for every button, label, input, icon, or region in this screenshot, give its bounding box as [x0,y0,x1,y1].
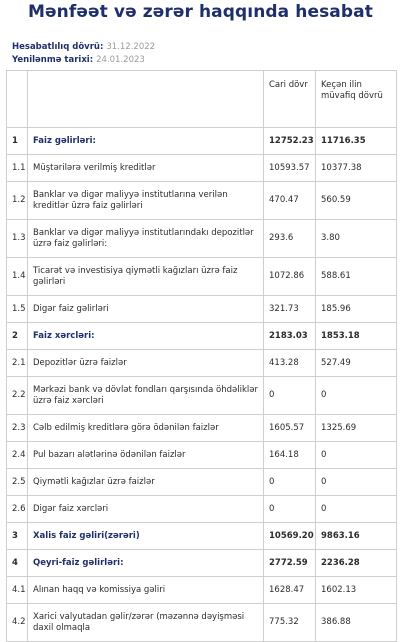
table-row [7,296,397,323]
row-label: Mərkəzi bank və dövlət fondları qarşısında öhdəliklər üzrə faiz xərcləri [28,377,264,415]
row-previous-value: 560.59 [316,182,397,220]
update-date-value: 24.01.2023 [96,55,145,65]
row-current-value: 0 [264,496,316,523]
row-current-value: 0 [264,377,316,415]
row-number: 2.5 [7,469,28,496]
row-number: 4 [7,550,28,577]
row-number: 3 [7,523,28,550]
table-row [7,182,397,220]
row-current-value: 2183.03 [264,323,316,350]
row-current-value: 775.32 [264,604,316,642]
row-number: 2 [7,323,28,350]
row-previous-value: 0 [316,377,397,415]
table-row [7,128,397,155]
row-number: 2.2 [7,377,28,415]
row-label: Pul bazarı alətlərinə ödənilən faizlər [28,442,264,469]
row-number: 1.4 [7,258,28,296]
row-previous-value: 3.80 [316,220,397,258]
row-current-value: 10593.57 [264,155,316,182]
table-row [7,523,397,550]
row-current-value: 10569.20 [264,523,316,550]
row-previous-value: 9863.16 [316,523,397,550]
table-row [7,550,397,577]
table-row [7,442,397,469]
row-previous-value: 588.61 [316,258,397,296]
row-number: 1.5 [7,296,28,323]
row-previous-value: 2236.28 [316,550,397,577]
row-label: Qeyri-faiz gəlirləri: [28,550,264,577]
table-row [7,258,397,296]
row-label: Depozitlər üzrə faizlər [28,350,264,377]
row-label: Banklar və digər maliyyə institutlarındakı depozitlər üzrə faiz gəlirləri: [28,220,264,258]
reporting-period [12,42,155,52]
table-row [7,604,397,642]
row-current-value: 164.18 [264,442,316,469]
table-row [7,496,397,523]
table-row [7,577,397,604]
row-current-value: 1605.57 [264,415,316,442]
row-number: 1 [7,128,28,155]
column-header-current: Cari dövr [264,71,316,128]
row-number: 2.3 [7,415,28,442]
row-current-value: 12752.23 [264,128,316,155]
row-label: Xarici valyutadan gəlir/zərər (məzənnə dəyişməsi daxil olmaqla [28,604,264,642]
row-number: 1.1 [7,155,28,182]
row-number: 1.2 [7,182,28,220]
row-previous-value: 0 [316,442,397,469]
income-statement-table [6,70,397,642]
row-previous-value: 0 [316,469,397,496]
table-row [7,323,397,350]
reporting-period-value: 31.12.2022 [106,42,156,52]
row-number: 1.3 [7,220,28,258]
row-current-value: 2772.59 [264,550,316,577]
table-row [7,415,397,442]
row-previous-value: 527.49 [316,350,397,377]
row-label: Digər faiz xərcləri [28,496,264,523]
row-number: 4.2 [7,604,28,642]
row-number: 2.1 [7,350,28,377]
row-previous-value: 386.88 [316,604,397,642]
header-empty-name [28,71,264,128]
table-header-row [7,71,397,128]
row-previous-value: 1602.13 [316,577,397,604]
row-current-value: 470.47 [264,182,316,220]
row-current-value: 1628.47 [264,577,316,604]
row-label: Qiymətli kağızlar üzrə faizlər [28,469,264,496]
row-number: 2.4 [7,442,28,469]
table-row [7,377,397,415]
row-label: Alınan haqq və komissiya gəliri [28,577,264,604]
reporting-period-label: Hesabatlılıq dövrü: [12,42,104,52]
row-current-value: 0 [264,469,316,496]
row-previous-value: 1853.18 [316,323,397,350]
row-number: 4.1 [7,577,28,604]
row-previous-value: 1325.69 [316,415,397,442]
row-label: Xalis faiz gəliri(zərəri) [28,523,264,550]
column-header-previous: Keçən ilin müvafiq dövrü [316,71,397,128]
row-current-value: 293.6 [264,220,316,258]
row-label: Digər faiz gəlirləri [28,296,264,323]
row-label: Faiz gəlirləri: [28,128,264,155]
row-previous-value: 185.96 [316,296,397,323]
row-label: Ticarət və investisiya qiymətli kağızları üzrə faiz gəlirləri [28,258,264,296]
row-current-value: 321.73 [264,296,316,323]
row-number: 2.6 [7,496,28,523]
row-label: Banklar və digər maliyyə institutlarına verilən kreditlər üzrə faiz gəlirləri [28,182,264,220]
row-label: Müştərilərə verilmiş kreditlər [28,155,264,182]
row-current-value: 1072.86 [264,258,316,296]
row-previous-value: 0 [316,496,397,523]
table-row [7,155,397,182]
row-label: Faiz xərcləri: [28,323,264,350]
update-date-label: Yenilənmə tarixi: [12,55,94,65]
table-row [7,469,397,496]
page-title: Mənfəət və zərər haqqında hesabat [28,2,373,22]
table-row [7,220,397,258]
row-current-value: 413.28 [264,350,316,377]
row-previous-value: 10377.38 [316,155,397,182]
table-row [7,350,397,377]
row-previous-value: 11716.35 [316,128,397,155]
row-label: Cəlb edilmiş kreditlərə görə ödənilən faizlər [28,415,264,442]
update-date [12,55,145,65]
header-empty-num [7,71,28,128]
